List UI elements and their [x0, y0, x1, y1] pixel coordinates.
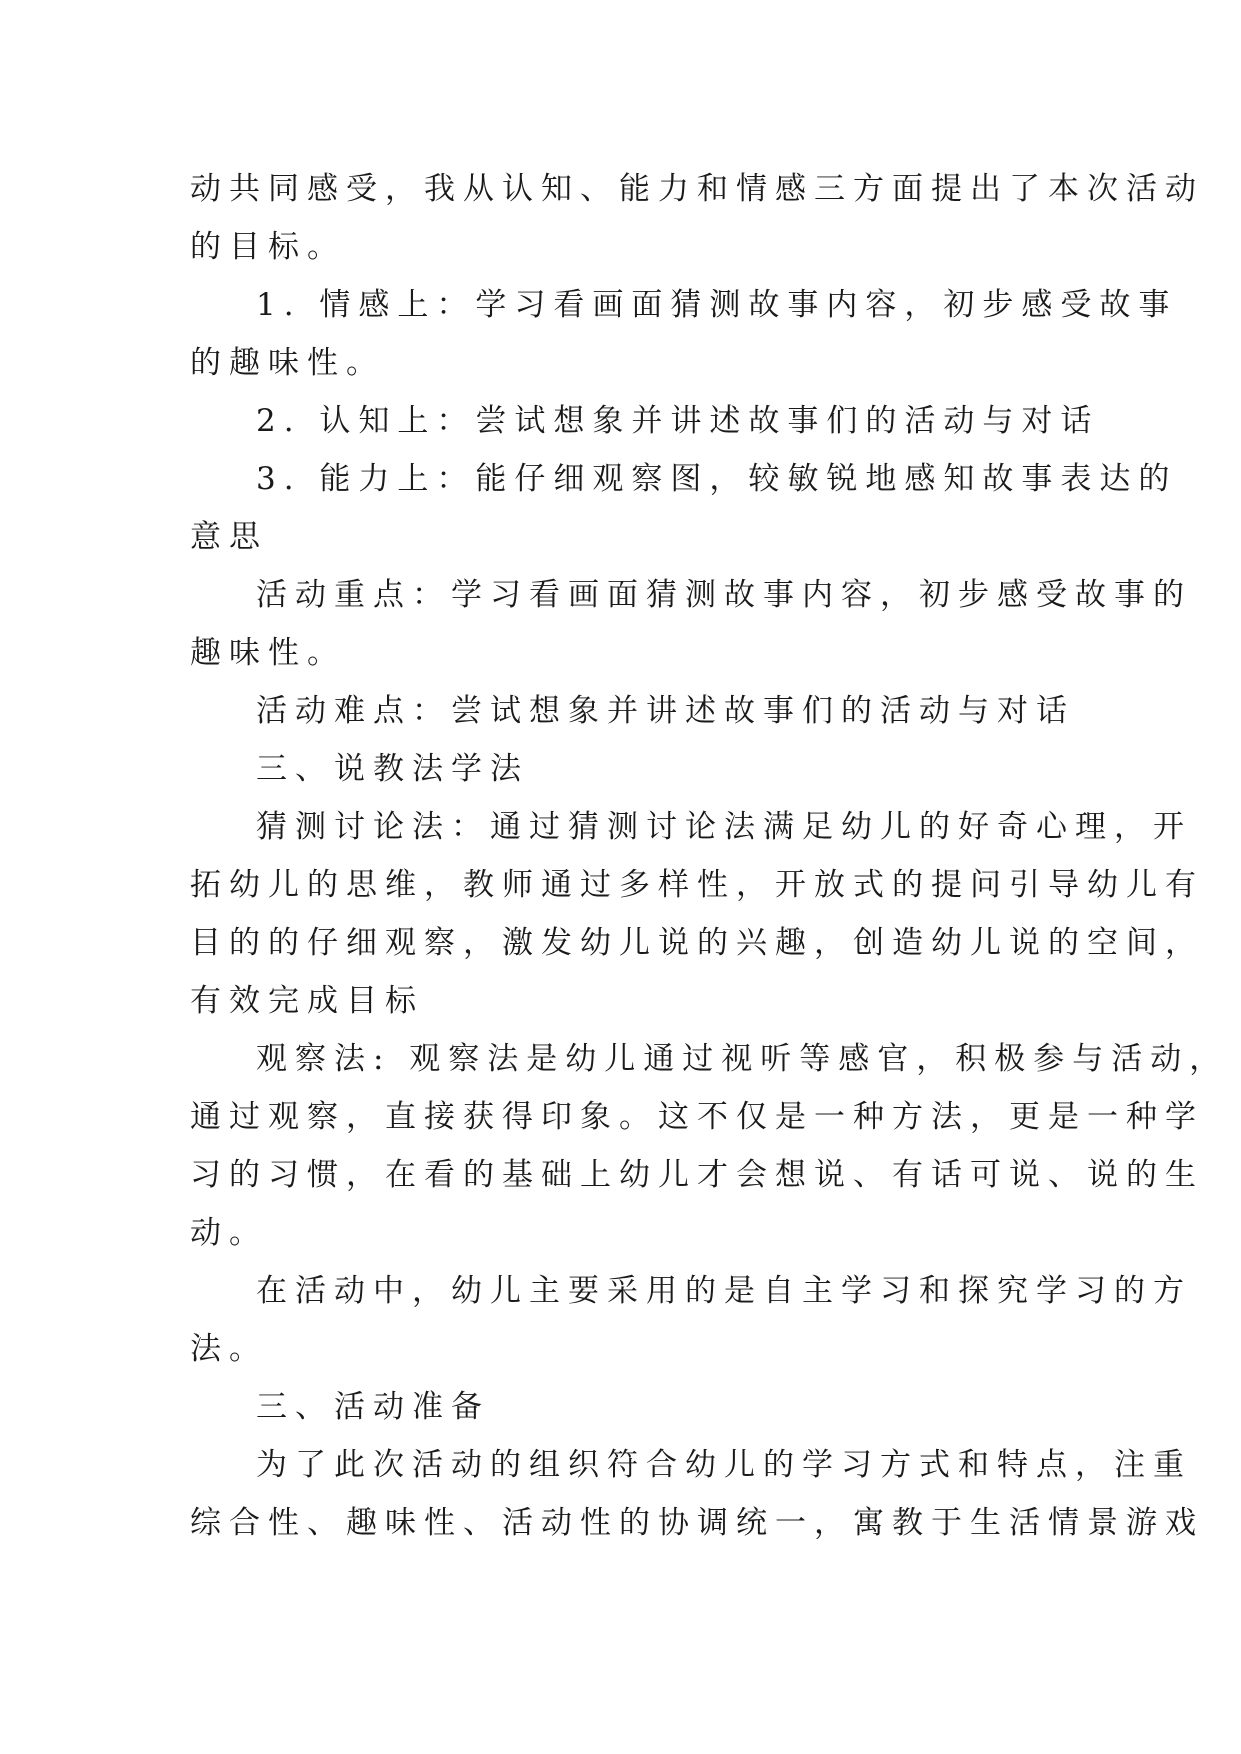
text-line: 目的的仔细观察，激发幼儿说的兴趣，创造幼儿说的空间， — [190, 925, 1204, 961]
text-line: 趣味性。 — [190, 635, 346, 671]
text-line: 意思 — [190, 519, 268, 555]
text-line: 的趣味性。 — [190, 345, 385, 381]
list-item-3: 3. 能力上：能仔细观察图，较敏锐地感知故事表达的 — [256, 461, 1178, 497]
body-text — [190, 160, 1229, 1552]
section-heading: 三、活动准备 — [256, 1389, 490, 1425]
text-line: 有效完成目标 — [190, 983, 424, 1019]
list-item-1: 1. 情感上：学习看画面猜测故事内容，初步感受故事 — [256, 287, 1178, 323]
text-line: 拓幼儿的思维，教师通过多样性，开放式的提问引导幼儿有 — [190, 867, 1204, 903]
paragraph-start: 为了此次活动的组织符合幼儿的学习方式和特点，注重 — [256, 1447, 1192, 1483]
paragraph-start: 观察法: 观察法是幼儿通过视听等感官，积极参与活动， — [256, 1041, 1229, 1077]
section-heading: 三、说教法学法 — [256, 751, 529, 787]
paragraph-start: 猜测讨论法：通过猜测讨论法满足幼儿的好奇心理，开 — [256, 809, 1192, 845]
difficult-point: 活动难点：尝试想象并讲述故事们的活动与对话 — [256, 693, 1075, 729]
text-line: 的目标。 — [190, 229, 346, 265]
text-line: 习的习惯，在看的基础上幼儿才会想说、有话可说、说的生 — [190, 1157, 1204, 1193]
text-line: 动。 — [190, 1215, 268, 1251]
text-line: 动共同感受，我从认知、能力和情感三方面提出了本次活动 — [190, 171, 1204, 207]
text-line: 综合性、趣味性、活动性的协调统一，寓教于生活情景游戏 — [190, 1505, 1204, 1541]
text-line: 法。 — [190, 1331, 268, 1367]
paragraph-start: 在活动中，幼儿主要采用的是自主学习和探究学习的方 — [256, 1273, 1192, 1309]
text-line: 通过观察，直接获得印象。这不仅是一种方法，更是一种学 — [190, 1099, 1204, 1135]
list-item-2: 2. 认知上：尝试想象并讲述故事们的活动与对话 — [256, 403, 1100, 439]
key-point: 活动重点：学习看画面猜测故事内容，初步感受故事的 — [256, 577, 1192, 613]
